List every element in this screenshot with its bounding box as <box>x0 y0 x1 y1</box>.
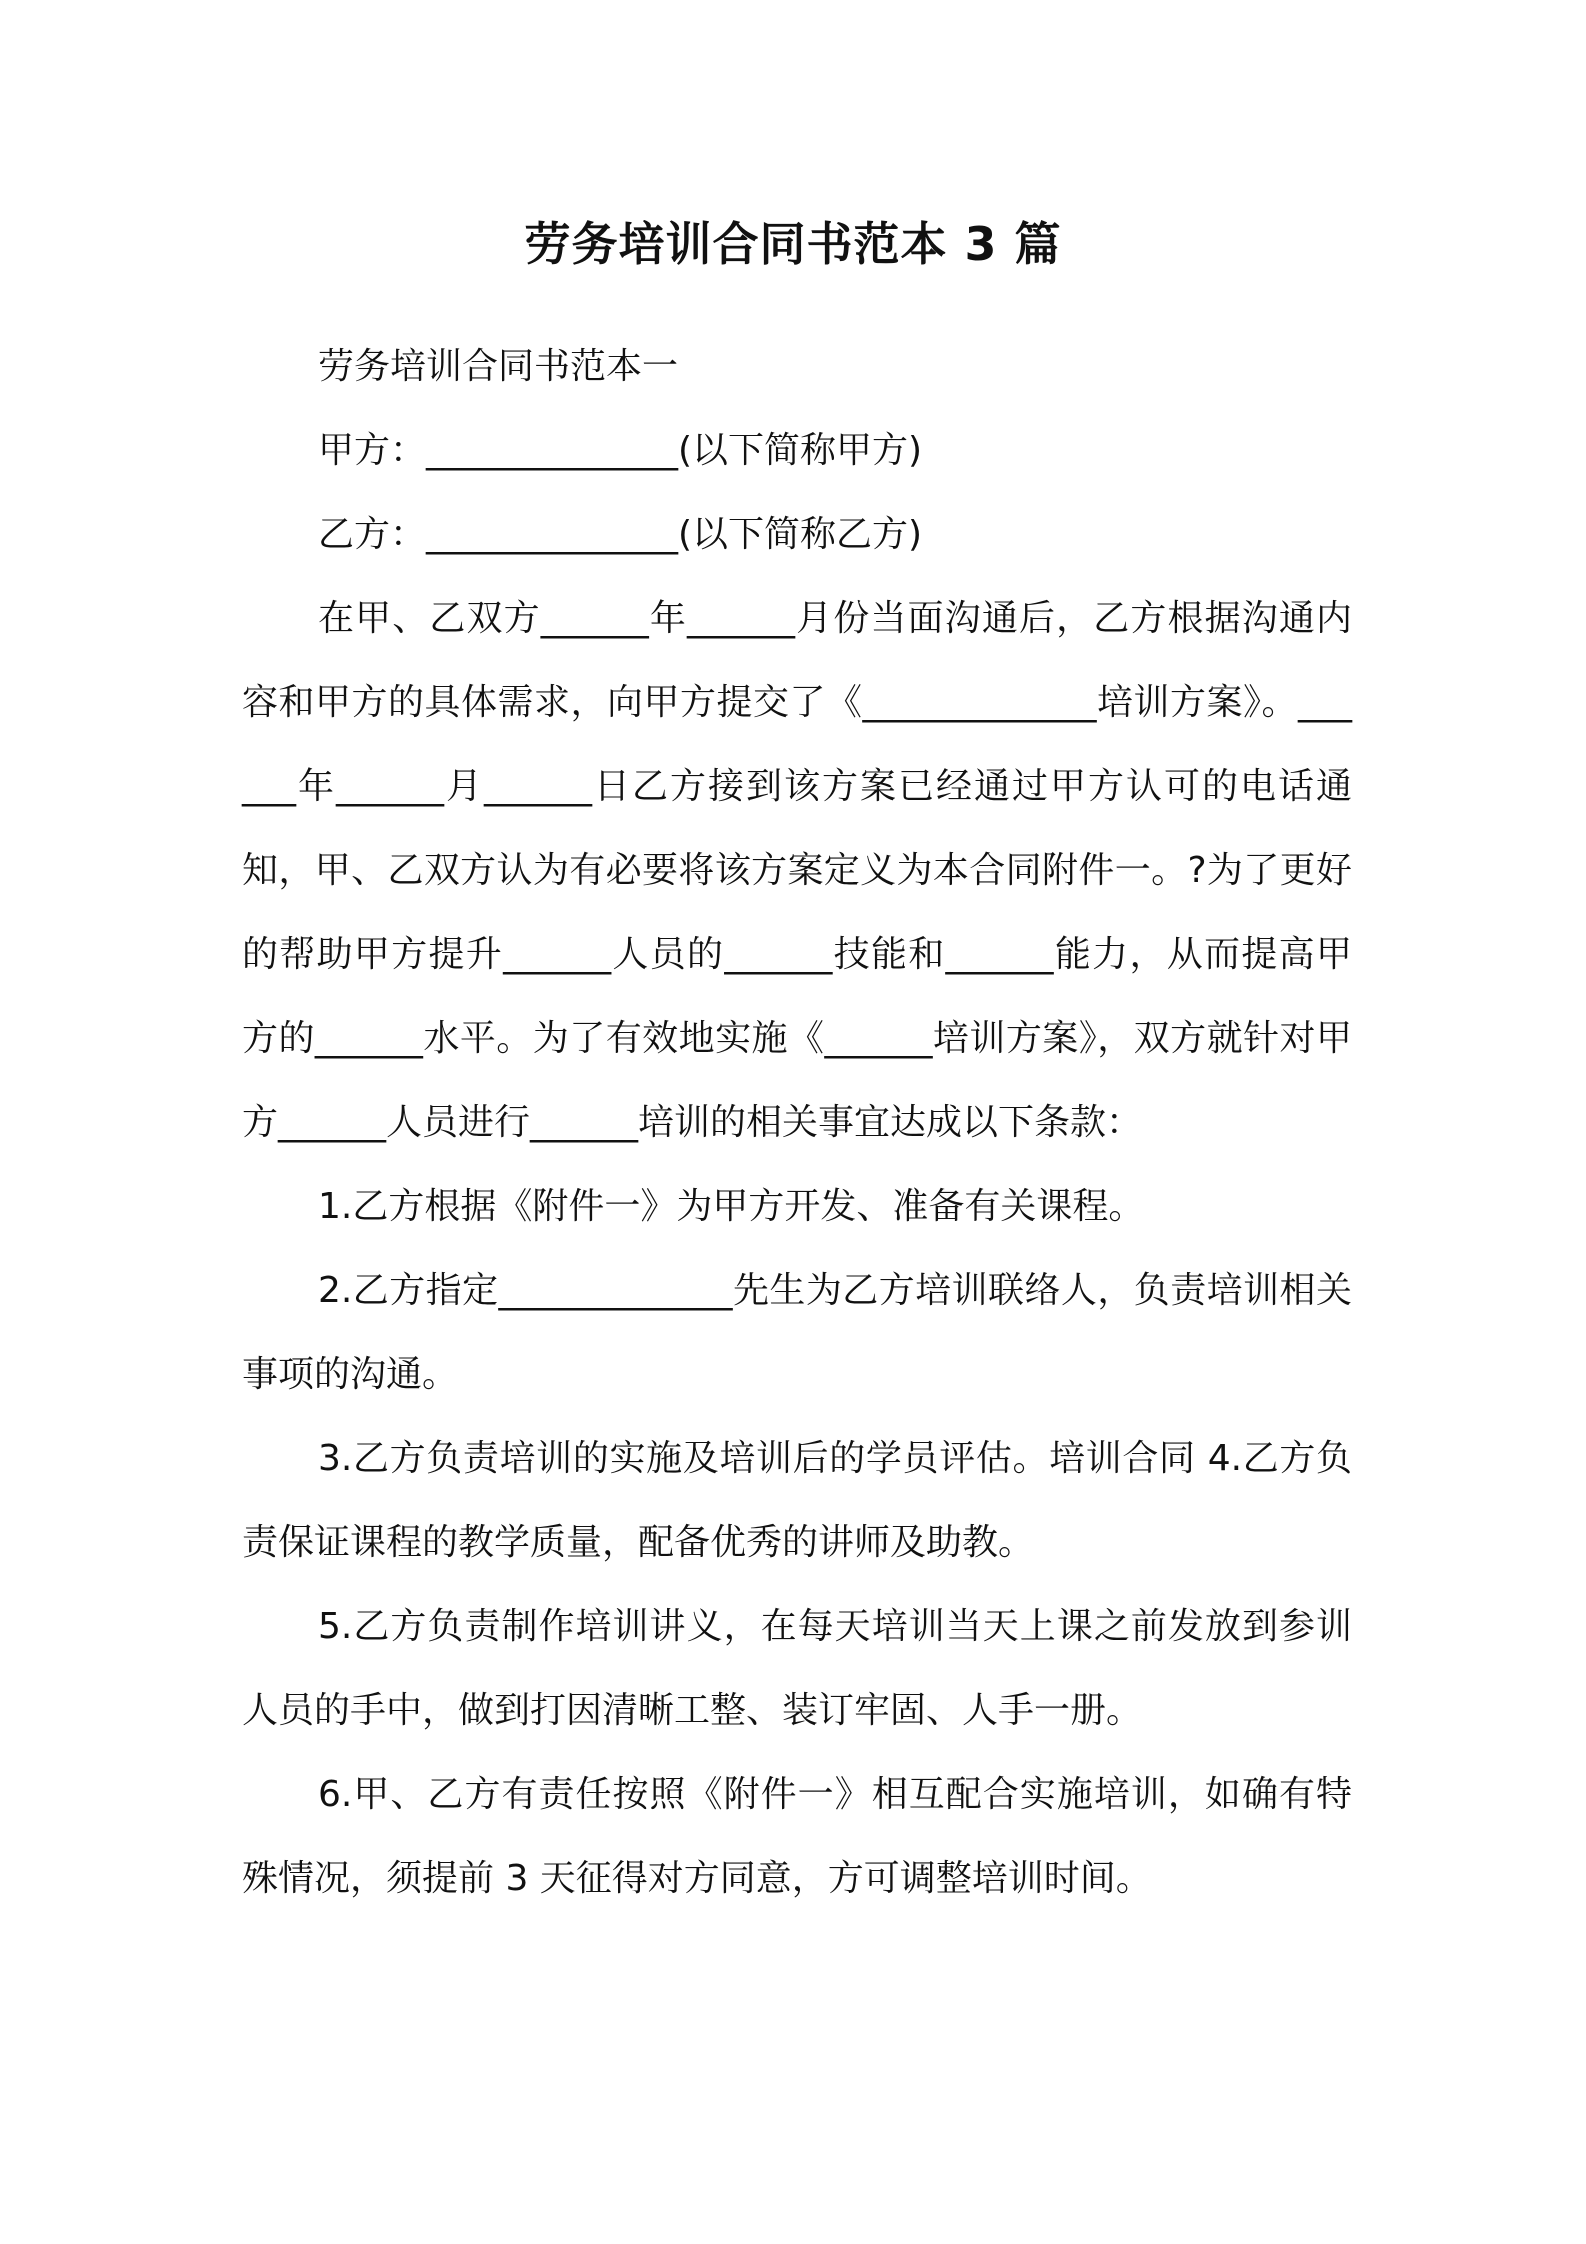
clause-6: 6.甲、乙方有责任按照《附件一》相互配合实施培训，如确有特殊情况，须提前 3 天征得对方同意，方可调整培训时间。 <box>242 1774 1352 1899</box>
clause-5: 5.乙方负责制作培训讲义，在每天培训当天上课之前发放到参训人员的手中，做到打因清晰工整、装订牢固、人手一册。 <box>242 1606 1352 1731</box>
preamble-paragraph: 在甲、乙双方______年______月份当面沟通后，乙方根据沟通内容和甲方的具体需求，向甲方提交了《_____________培训方案》。______年______月______日乙方接到该方案已经通过甲方认可的电话通知，甲、乙双方认为有必要将该方案定义为本合同附件一。?为了更好的帮助甲方提升______人员的______技能和______能力，从而提高甲方的______水平。为了有效地实施《______培训方案》，双方就针对甲方______人员进行______培训的相关事宜达成以下条款： <box>242 598 1352 1143</box>
party-b-line: 乙方：______________(以下简称乙方) <box>318 514 923 555</box>
clause-3-4: 3.乙方负责培训的实施及培训后的学员评估。培训合同 4.乙方负责保证课程的教学质量，配备优秀的讲师及助教。 <box>242 1438 1352 1563</box>
document-title: 劳务培训合同书范本 3 篇 <box>524 217 1062 271</box>
section-heading: 劳务培训合同书范本一 <box>318 346 679 387</box>
document-body <box>242 325 1352 1921</box>
clause-1: 1.乙方根据《附件一》为甲方开发、准备有关课程。 <box>318 1186 1145 1227</box>
clause-2: 2.乙方指定_____________先生为乙方培训联络人，负责培训相关事项的沟通。 <box>242 1270 1352 1395</box>
party-a-line: 甲方：______________(以下简称甲方) <box>318 430 923 471</box>
